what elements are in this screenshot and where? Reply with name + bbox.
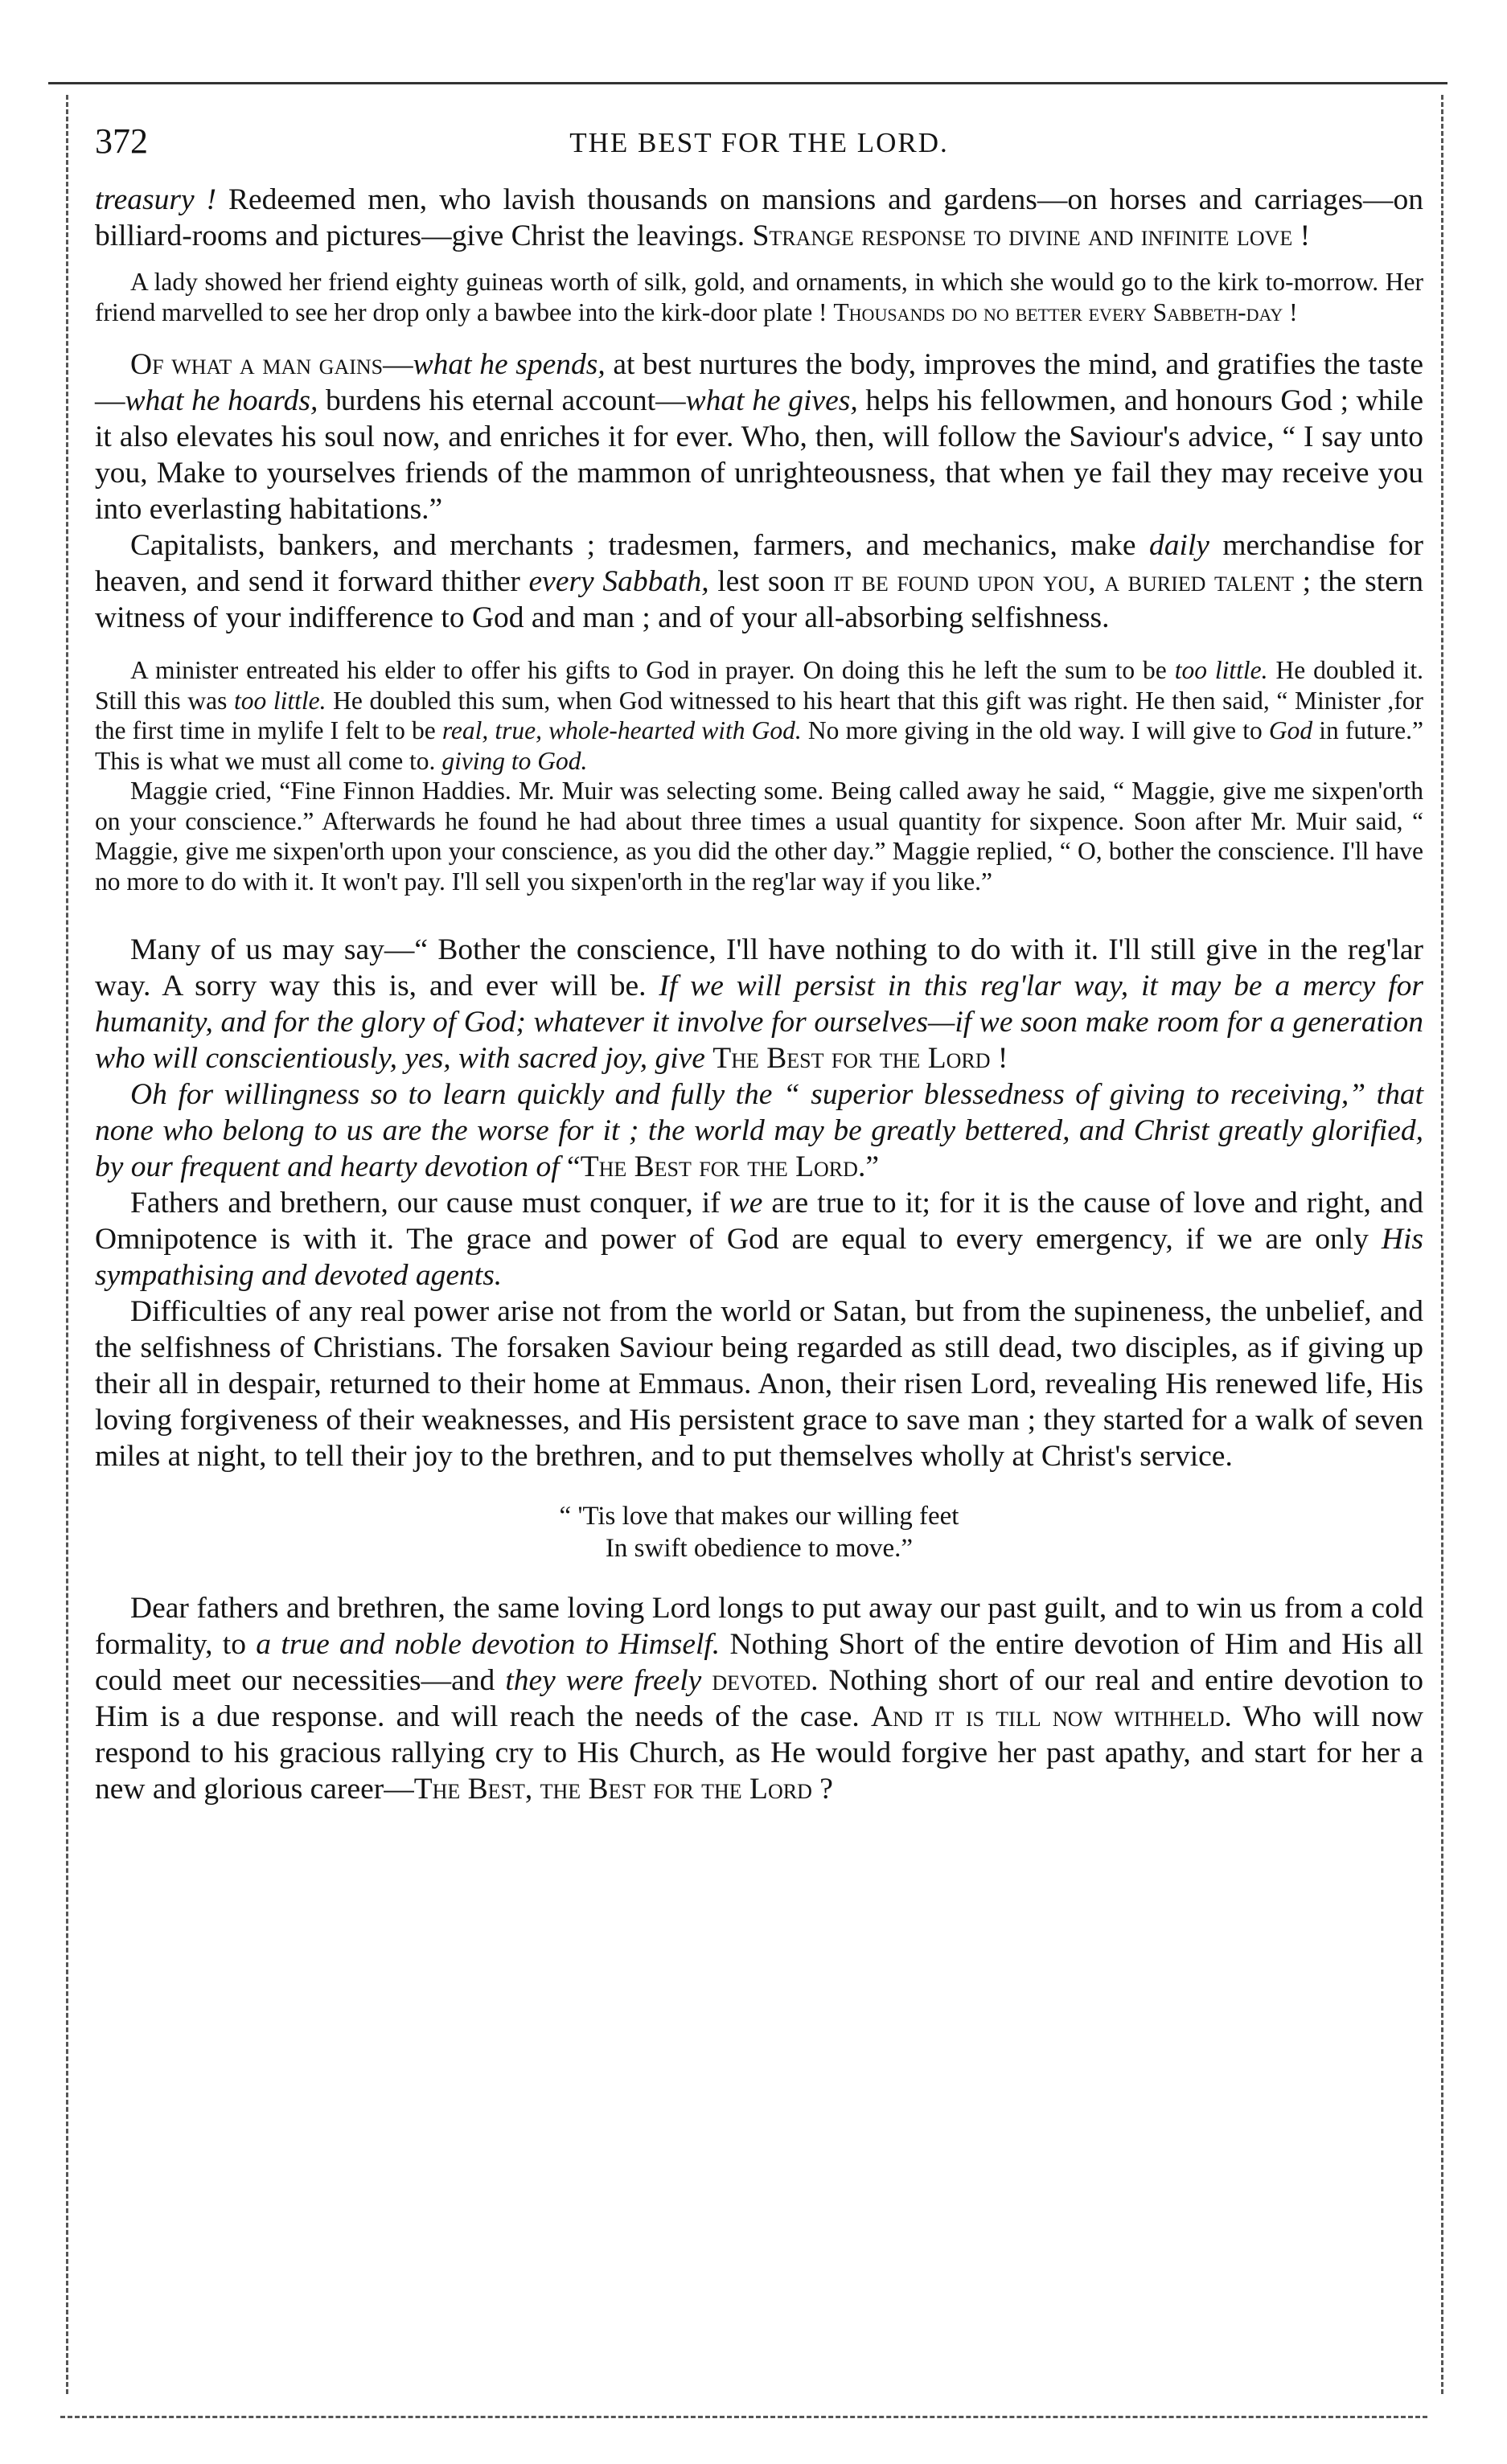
text-run: merchandise for heaven, and send it forward thither	[95, 529, 1423, 598]
text-run: !	[990, 1042, 1008, 1075]
text-run: Nothing Short of the entire devotion of Him and His all could meet our necessities—and	[95, 1628, 1424, 1697]
anecdote-paragraph	[95, 776, 1423, 896]
paragraph	[95, 1293, 1423, 1474]
text-run: —	[383, 348, 413, 381]
text-run: Capitalists, bankers, and merchants ; tradesmen, farmers, and mechanics, make	[130, 529, 1149, 562]
text-run: burdens his eternal account—	[318, 384, 686, 417]
paragraph	[95, 932, 1423, 1076]
italic-text: treasury !	[95, 183, 217, 216]
bottom-rule	[60, 2416, 1427, 2418]
small-caps-text: Strange response to divine and infinite love !	[752, 219, 1311, 252]
text-run	[701, 1664, 712, 1697]
text-run: A lady showed her friend eighty guineas worth of silk, gold, and ornaments, in which she would go to the kirk to-morrow. Her friend marvelled to see her drop only a bawbee into the kirk-door plate !	[95, 268, 1423, 326]
small-caps-text: The Best for the Lord	[580, 1150, 858, 1183]
text-run: at best nurtures the body, improves the mind, and gratifies the taste—	[95, 348, 1424, 417]
text-run: Dear fathers and brethren, the same loving Lord longs to put away our past guilt, and to win us from a cold formality, to	[95, 1592, 1423, 1661]
text-run: ; the stern witness of your indifference to God and man ; and of your all-absorbing selfishness.	[95, 565, 1423, 634]
right-border	[1441, 95, 1443, 2394]
paragraph	[95, 1185, 1423, 1293]
text-run: “	[559, 1150, 581, 1183]
text-run: Difficulties of any real power arise not from the world or Satan, but from the supineness, the unbelief, and the selfishness of Christians. The forsaken Saviour being regarded as still dead, two disciples, as if giving up their all in despair, returned to their home at Emmaus. Anon, their risen Lord, revealing His renewed life, His loving forgiveness of their weaknesses, and His persistent grace to save man ; they started for a walk of seven miles at night, to tell their joy to the brethren, and to put themselves wholly at Christ's service.	[95, 1295, 1423, 1473]
italic-text: too little.	[233, 686, 326, 715]
text-run	[705, 1042, 712, 1075]
text-run: Who will now respond to his gracious rallying cry to His Church, as He would forgive her past apathy, and start for her a new and glorious career—	[95, 1700, 1423, 1806]
italic-text: what he hoards,	[125, 384, 318, 417]
verse-line: In swift obedience to move.”	[605, 1534, 914, 1563]
text-run: A minister entreated his elder to offer his gifts to God in prayer. On doing this he left the sum to be	[130, 656, 1175, 684]
verse-quote	[95, 1500, 1423, 1564]
italic-text: If we will persist in this reg'lar way, it may be a mercy for humanity, and for the glory of God; whatever it involve for ourselves—if we soon make room for a generation who will conscientiously, yes, with sacred joy, give	[95, 970, 1423, 1075]
italic-text: Oh for willingness so to learn quickly and fully the “ superior blessedness of giving to receiving,” that none who belong to us are the worse for it ; the world may be greatly bettered, and Christ greatly glorified, by our frequent and hearty devotion of	[95, 1078, 1423, 1183]
text-run: are true to it; for it is the cause of love and right, and Omnipotence is with it. The grace and power of God are equal to every emergency, if we are only	[95, 1187, 1423, 1256]
italic-text: daily	[1148, 529, 1209, 562]
italic-text: real, true, whole-hearted with God.	[441, 716, 802, 744]
text-run: Many of us may say—“ Bother the conscience, I'll have nothing to do with it. I'll still give in the reg'lar way. A sorry way this is, and ever will be.	[95, 933, 1423, 1002]
italic-text: too little.	[1174, 656, 1268, 684]
text-run: He doubled this sum, when God witnessed to his heart that this gift was right. He then said, “ Minister ,for the first time in mylife I felt to be	[95, 686, 1423, 744]
page-body	[95, 121, 1423, 1807]
small-caps-text: Thousands do no better every Sabbeth-day !	[833, 297, 1298, 326]
text-run: No more giving in the old way. I will give to	[801, 716, 1269, 744]
small-caps-text: devoted.	[712, 1664, 819, 1697]
anecdote-paragraph	[95, 267, 1423, 327]
italic-text: what he gives,	[685, 384, 858, 417]
paragraph	[95, 1076, 1423, 1185]
italic-text: we	[729, 1187, 763, 1220]
paragraph	[95, 527, 1423, 636]
italic-text: what he spends,	[413, 348, 606, 381]
italic-text: giving to God.	[441, 746, 588, 775]
page-header	[95, 121, 1423, 182]
text-blocks	[95, 182, 1423, 1474]
small-caps-text: it be found upon you, a buried talent	[833, 565, 1295, 598]
italic-text: God	[1268, 716, 1313, 744]
text-run: in future.” This is what we must all come to.	[95, 716, 1423, 775]
small-caps-text: The Best, the Best for the Lord	[413, 1773, 812, 1806]
text-run: lest soon	[708, 565, 834, 598]
italic-text: a true and noble devotion to Himself.	[256, 1628, 721, 1661]
text-run: helps his fellowmen, and honours God ; while it also elevates his soul now, and enriches it for ever. Who, then, will follow the Saviour's advice, “ I say unto you, Make to yourselves friends of the mammon of unrighteousness, that when ye fail they may receive you into everlasting habitations.”	[95, 384, 1423, 526]
italic-text: His sympathising and devoted agents.	[95, 1223, 1423, 1292]
text-run: Fathers and brethern, our cause must conquer, if	[130, 1187, 729, 1220]
italic-text: they were freely	[505, 1664, 702, 1697]
left-border	[66, 95, 68, 2394]
text-run: Maggie cried, “Fine Finnon Haddies. Mr. Muir was selecting some. Being called away he said, “ Maggie, give me sixpen'orth on your conscience.” Afterwards he found he had about three times a usual quantity for sixpence. Soon after Mr. Muir said, “ Maggie, give me sixpen'orth upon your conscience, as you did the other day.” Maggie replied, “ O, bother the conscience. I'll have no more to do with it. It won't pay. I'll sell you sixpen'orth in the reg'lar way if you like.”	[95, 777, 1423, 896]
small-caps-text: Of what a man gains	[130, 348, 384, 381]
text-run: He doubled it. Still this was	[95, 656, 1423, 715]
text-run: .”	[857, 1150, 879, 1183]
top-rule	[48, 82, 1447, 84]
closing-paragraph-wrap	[95, 1590, 1423, 1807]
paragraph	[95, 182, 1423, 254]
verse-line: “ 'Tis love that makes our willing feet	[559, 1502, 959, 1531]
page-number: 372	[95, 121, 148, 161]
small-caps-text: The Best for the Lord	[712, 1042, 991, 1075]
italic-text: every Sabbath,	[528, 565, 709, 598]
small-caps-text: And it is till now withheld.	[871, 1700, 1232, 1733]
anecdote-paragraph	[95, 655, 1423, 776]
text-run: Redeemed men, who lavish thousands on mansions and gardens—on horses and carriages—on billiard-rooms and pictures—give Christ the leavings.	[95, 183, 1423, 252]
running-title: THE BEST FOR THE LORD.	[569, 127, 949, 158]
text-run: Nothing short of our real and entire devotion to Him is a due response. and will reach the needs of the case.	[95, 1664, 1424, 1733]
closing-paragraph	[95, 1590, 1423, 1807]
paragraph	[95, 346, 1423, 527]
text-run: ?	[811, 1773, 833, 1806]
